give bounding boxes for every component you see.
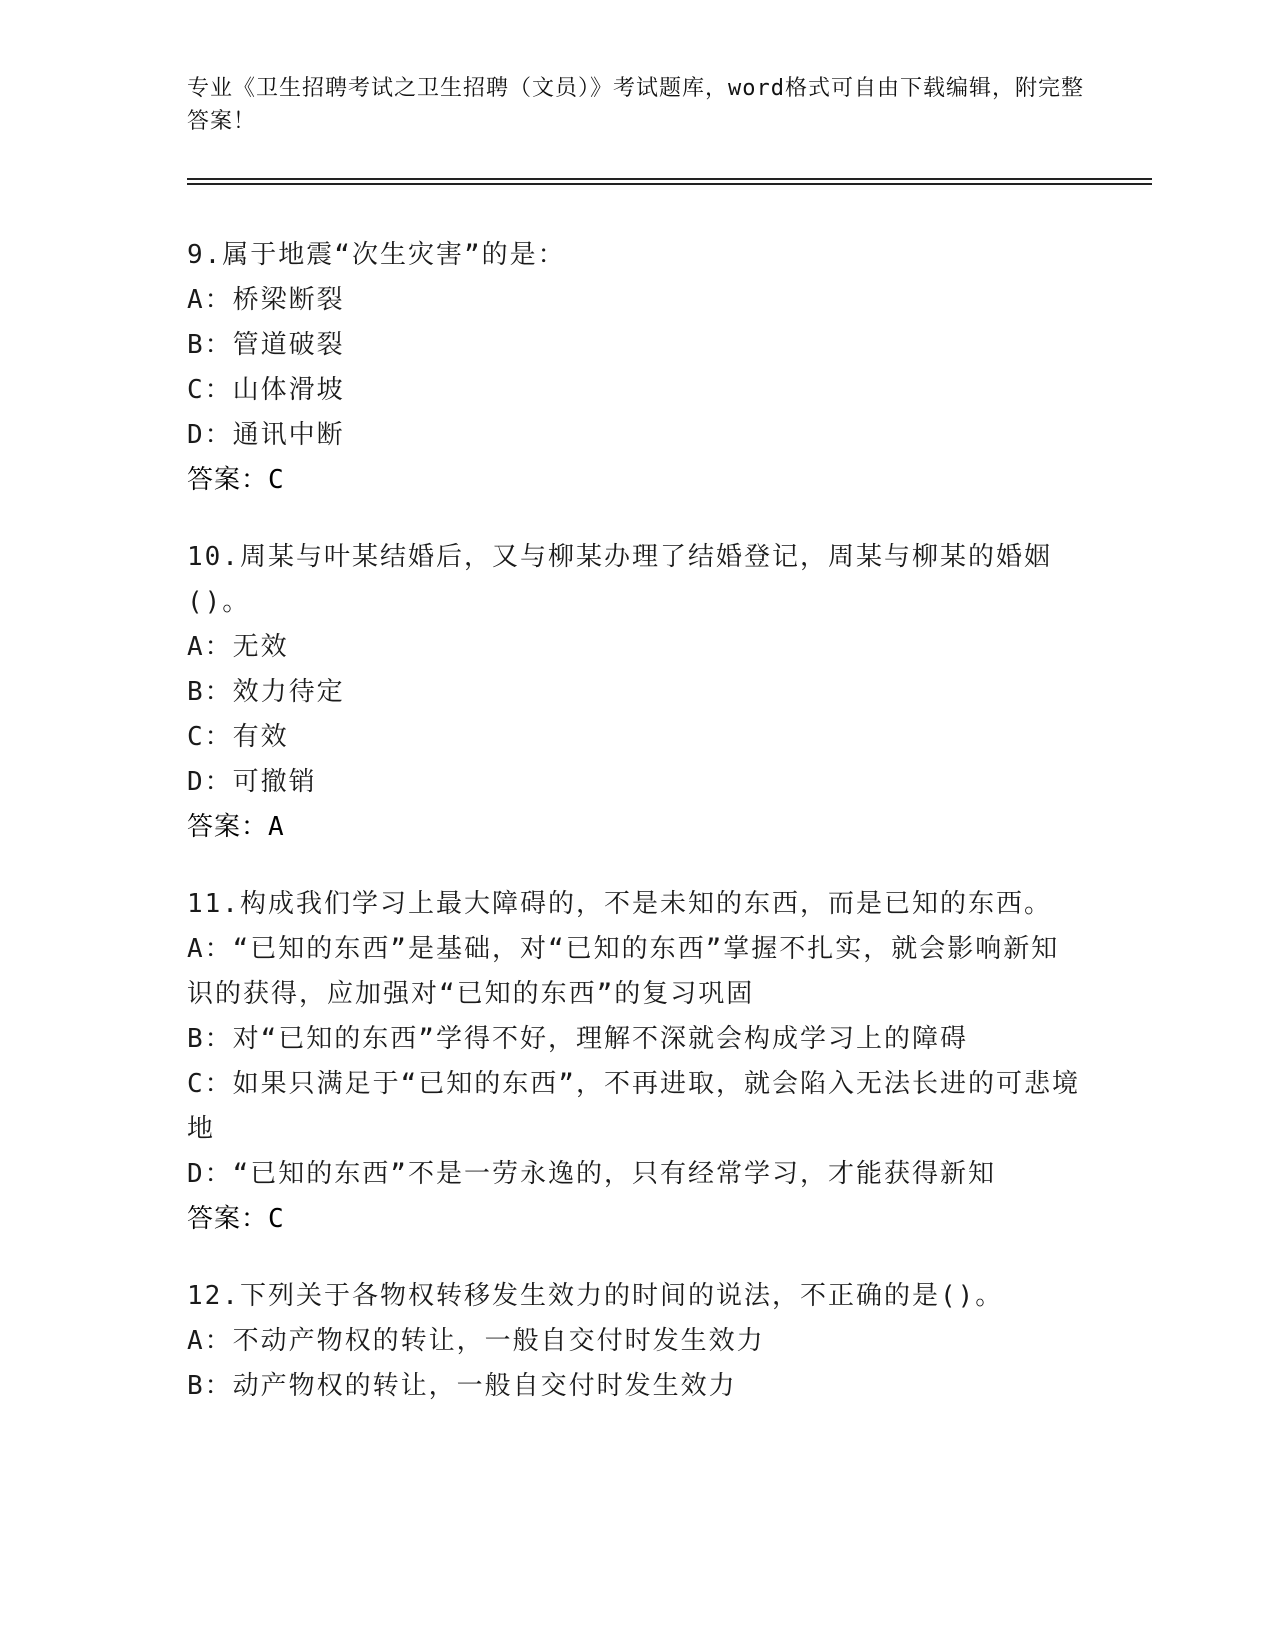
- document-header: 专业《卫生招聘考试之卫生招聘（文员）》考试题库，word格式可自由下载编辑，附完整答案！: [187, 76, 1084, 134]
- option-b: B：管道破裂: [187, 330, 345, 360]
- question-stem: 9.属于地震“次生灾害”的是：: [187, 240, 566, 270]
- option-c: C：有效: [187, 722, 289, 752]
- question-stem: 11.构成我们学习上最大障碍的，不是未知的东西，而是已知的东西。: [187, 889, 1052, 919]
- question-9: [187, 233, 1087, 503]
- answer-colon: ：: [241, 812, 269, 842]
- question-11: [187, 882, 1087, 1242]
- option-d: D：“已知的东西”不是一劳永逸的，只有经常学习，才能获得新知: [187, 1159, 996, 1189]
- option-d: D：通讯中断: [187, 420, 345, 450]
- question-10: [187, 535, 1087, 850]
- question-stem: 12.下列关于各物权转移发生效力的时间的说法，不正确的是()。: [187, 1281, 1004, 1311]
- option-a: A：桥梁断裂: [187, 285, 345, 315]
- answer-value: C: [268, 1204, 285, 1234]
- answer-line: [187, 805, 1087, 850]
- answer-label: 答案: [187, 1204, 242, 1234]
- option-a: A：“已知的东西”是基础，对“已知的东西”掌握不扎实，就会影响新知识的获得，应加强对“已知的东西”的复习巩固: [187, 934, 1060, 1009]
- option-a: A：无效: [187, 632, 289, 662]
- option-b: B：对“已知的东西”学得不好，理解不深就会构成学习上的障碍: [187, 1024, 968, 1054]
- answer-colon: ：: [241, 1204, 269, 1234]
- option-c: C：如果只满足于“已知的东西”，不再进取，就会陷入无法长进的可悲境地: [187, 1069, 1080, 1144]
- option-c: C：山体滑坡: [187, 375, 345, 405]
- answer-value: C: [268, 465, 285, 495]
- question-stem: 10.周某与叶某结婚后，又与柳某办理了结婚登记，周某与柳某的婚姻()。: [187, 542, 1052, 617]
- option-a: A：不动产物权的转让，一般自交付时发生效力: [187, 1326, 765, 1356]
- option-b: B：效力待定: [187, 677, 345, 707]
- question-list: [187, 233, 1087, 1441]
- option-b: B：动产物权的转让，一般自交付时发生效力: [187, 1371, 737, 1401]
- option-d: D：可撤销: [187, 767, 317, 797]
- answer-colon: ：: [241, 465, 269, 495]
- header-divider-bottom: [187, 183, 1152, 185]
- answer-label: 答案: [187, 812, 242, 842]
- answer-line: [187, 1197, 1087, 1242]
- question-12: [187, 1274, 1087, 1409]
- answer-value: A: [268, 812, 285, 842]
- header-divider-top: [187, 178, 1152, 180]
- answer-label: 答案: [187, 465, 242, 495]
- answer-line: [187, 458, 1087, 503]
